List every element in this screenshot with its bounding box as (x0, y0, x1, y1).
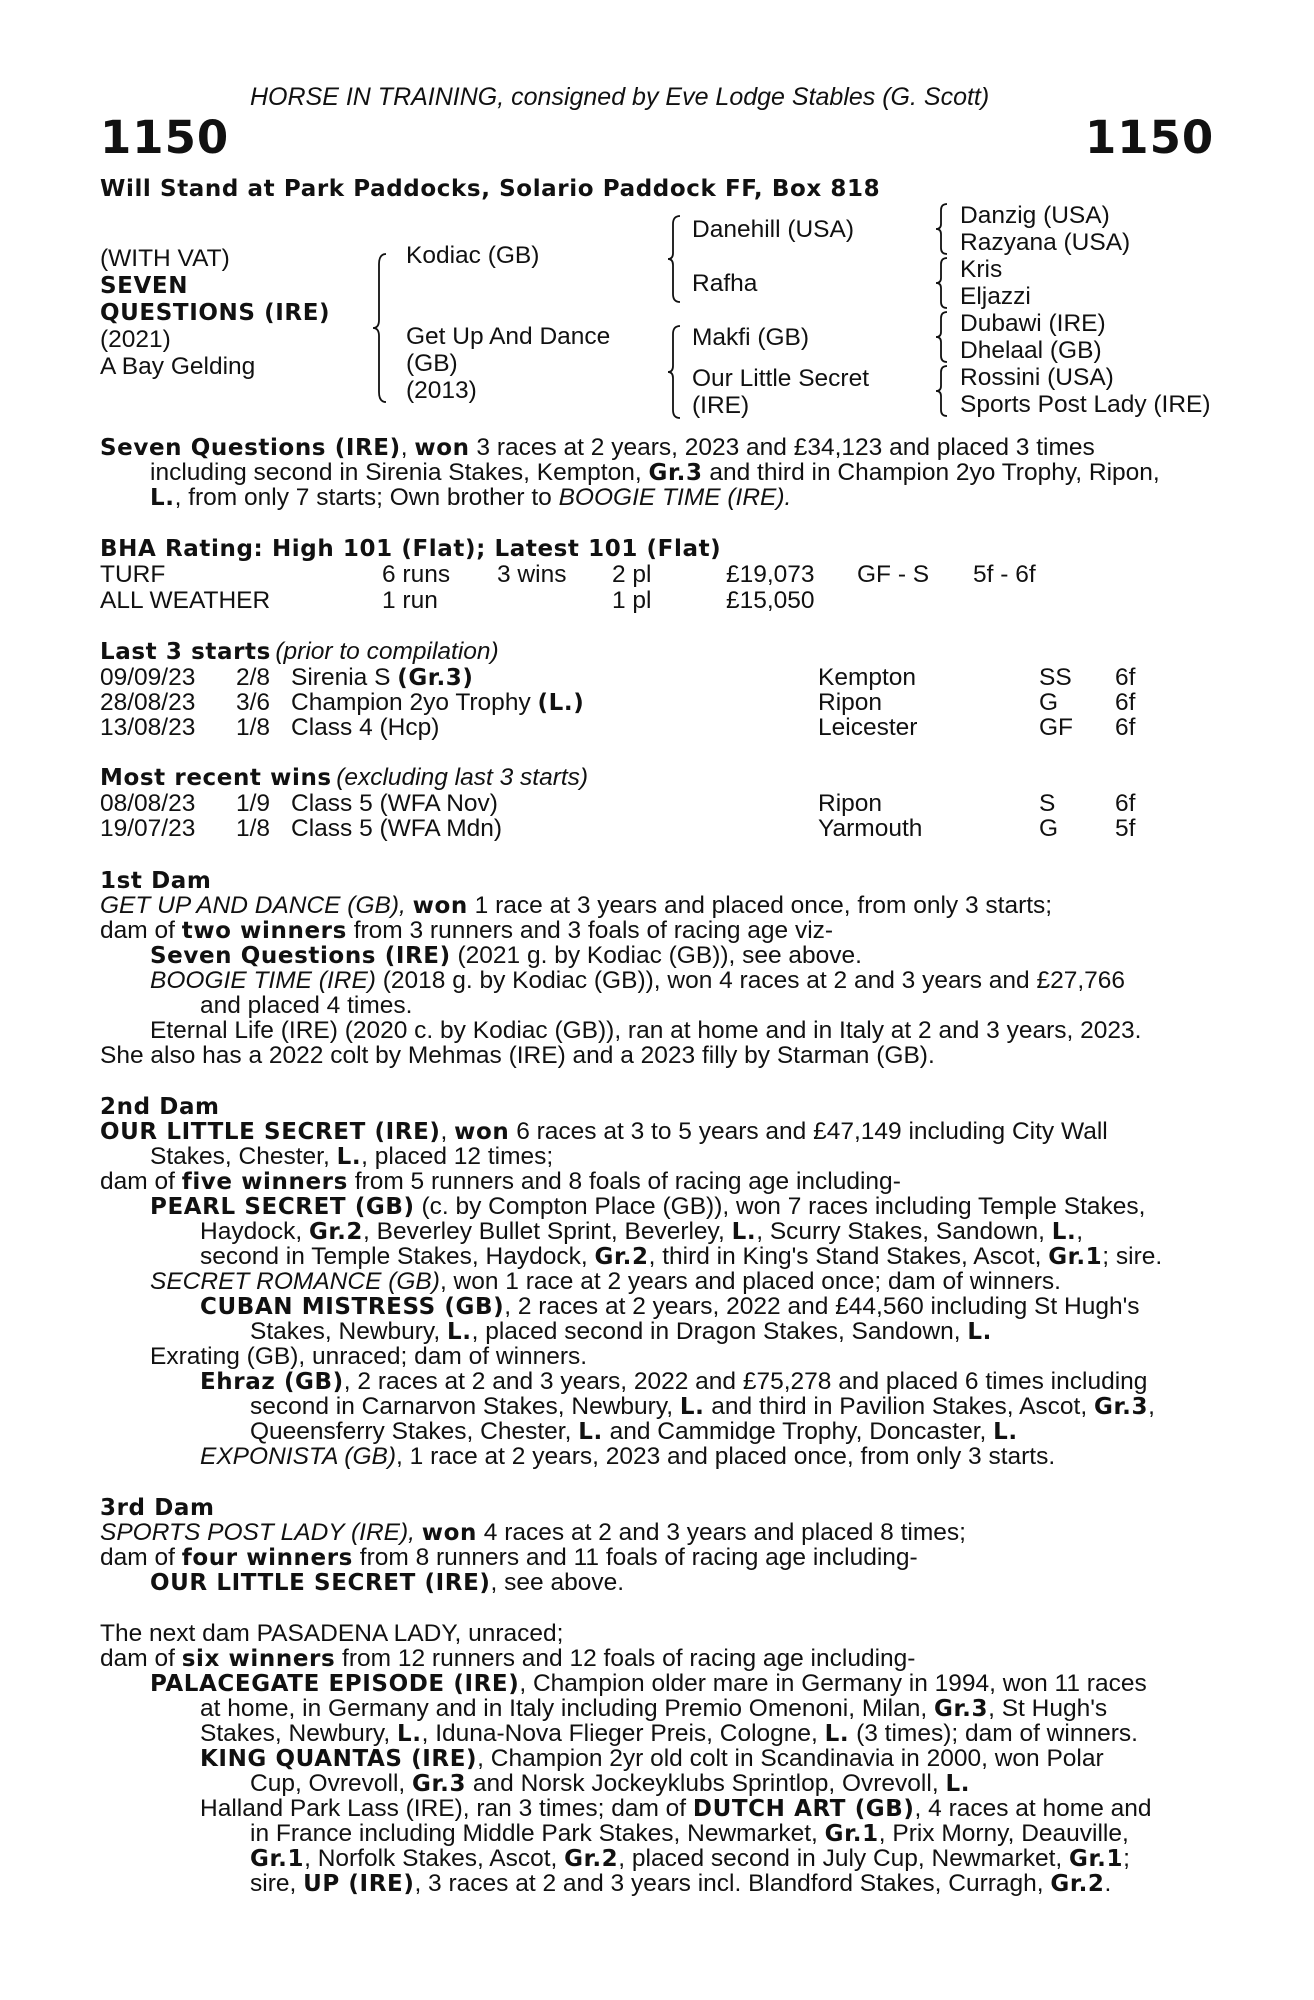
progeny-text: Haydock, (200, 1218, 309, 1245)
progeny-text: , won 1 race at 2 years and placed once; dam of winners. (439, 1268, 1061, 1295)
progeny-text: in France including Middle Park Stakes, Newmarket, (250, 1820, 825, 1847)
summary-line2 (150, 460, 1200, 487)
dam1-winners: two winners (181, 918, 347, 944)
dam4-line9 (250, 1821, 1200, 1848)
progeny-text: , 1 race at 2 years, 2023 and placed once, from only 3 starts. (396, 1443, 1056, 1470)
start-course: Ripon (818, 689, 883, 716)
progeny-text: , see above. (490, 1569, 625, 1596)
rating-going: GF - S (857, 561, 930, 588)
progeny-text: , 4 races at home and (914, 1795, 1152, 1822)
start-date: 28/08/23 (100, 689, 196, 716)
progeny-text: , 3 races at 2 and 3 years incl. Blandford Stakes, Curragh, (414, 1870, 1051, 1897)
dam2-text: dam of (100, 1168, 182, 1195)
dam3-won: won (421, 1520, 477, 1546)
summary-listed: L. (150, 485, 175, 511)
summary-line1: Seven Questions (IRE), won 3 races at 2 years, 2023 and £34,123 and placed 3 times (100, 434, 1095, 461)
progeny-text: , Champion 2yr old colt in Scandinavia in 2000, won Polar (477, 1745, 1104, 1772)
start-race-name: Champion 2yo Trophy (291, 689, 538, 716)
win-date: 19/07/23 (100, 815, 196, 842)
win-going: G (1039, 815, 1059, 842)
summary-line3 (150, 485, 791, 512)
win-position: 1/8 (236, 815, 271, 842)
dam2-line6 (200, 1244, 1162, 1271)
progeny-name: OUR LITTLE SECRET (IRE) (150, 1570, 491, 1596)
pedigree-brace-main (370, 252, 390, 404)
dam4-line3 (150, 1671, 1200, 1698)
progeny-text: (c. by Compton Place (GB)), won 7 races including Temple Stakes, (414, 1193, 1146, 1220)
rating-runs: 6 runs (382, 561, 451, 588)
dam3-line3 (150, 1570, 624, 1597)
vat-note: (WITH VAT) (100, 245, 230, 272)
dam4-line2 (100, 1646, 915, 1673)
race-grade: L. (396, 1721, 422, 1747)
dam2-text: , (440, 1118, 455, 1145)
win-course: Ripon (818, 790, 883, 817)
race-grade: Gr.2 (594, 1244, 649, 1270)
progeny-name: Seven Questions (IRE) (150, 943, 451, 969)
dam2-line7 (150, 1269, 1061, 1295)
pedigree-brace-sire (665, 214, 683, 304)
start-race (291, 690, 584, 717)
race-grade: Gr.1 (1069, 1846, 1124, 1872)
progeny-name: CUBAN MISTRESS (GB) (200, 1294, 505, 1320)
dam3-text: 4 races at 2 and 3 years and placed 8 times; (477, 1519, 966, 1546)
lot-number-right: 1150 (1085, 111, 1215, 164)
dam3-winners: four winners (181, 1545, 353, 1571)
start-race: Class 4 (Hcp) (291, 714, 440, 741)
pedigree-dam-line1: Get Up And Dance (406, 323, 611, 350)
pedigree-g5: Dubawi (IRE) (960, 310, 1106, 337)
progeny-text: ; (1123, 1845, 1130, 1872)
summary-text3: , from only 7 starts; Own brother to (174, 484, 559, 511)
win-course: Yarmouth (818, 815, 923, 842)
race-grade: L. (578, 1419, 603, 1445)
start-position: 2/8 (236, 664, 271, 691)
summary-text2a: including second in Sirenia Stakes, Kempton, (150, 459, 649, 486)
win-distance: 6f (1115, 790, 1136, 817)
progeny-text: and Norsk Jockeyklubs Sprintlop, Ovrevoll, (466, 1770, 946, 1797)
start-race-grade: (L.) (537, 690, 585, 716)
progeny-text: (2018 g. by Kodiac (GB)), won 4 races at 2 and 3 years and £27,766 (375, 967, 1126, 994)
dam2-winners: five winners (181, 1169, 348, 1195)
start-going: SS (1039, 664, 1072, 691)
dam4-text: dam of (100, 1645, 182, 1672)
pedigree-brace-dam (665, 324, 683, 420)
summary-won: won (414, 435, 470, 461)
last3-heading-line (100, 639, 499, 665)
progeny-text: Queensferry Stakes, Chester, (250, 1418, 579, 1445)
dam4-line7 (250, 1771, 970, 1798)
progeny-text: , Prix Morny, Deauville, (878, 1820, 1129, 1847)
race-grade: Gr.1 (1048, 1244, 1103, 1270)
dam4-line8 (200, 1796, 1200, 1823)
rating-distance: 5f - 6f (973, 561, 1036, 588)
pedigree-brace-g4 (934, 364, 950, 418)
start-going: G (1039, 689, 1059, 716)
dam2-won: won (454, 1119, 510, 1145)
progeny-text: sire, (250, 1870, 304, 1897)
dam1-line5: and placed 4 times. (200, 992, 413, 1019)
dam1-line6: Eternal Life (IRE) (2020 c. by Kodiac (GB)), ran at home and in Italy at 2 and 3 years, 2023. (150, 1017, 1142, 1044)
win-distance: 5f (1115, 815, 1136, 842)
progeny-text: Stakes, Newbury, (200, 1720, 397, 1747)
pedigree-g1: Danzig (USA) (960, 202, 1110, 229)
race-grade: L. (967, 1319, 992, 1345)
progeny-text: and Cammidge Trophy, Doncaster, (602, 1418, 994, 1445)
pedigree-dam-line2: (GB) (406, 350, 458, 377)
dam2-line3 (100, 1169, 901, 1196)
dam4-line6 (200, 1746, 1200, 1773)
dam1-text: dam of (100, 917, 182, 944)
dam4-text: from 12 runners and 12 foals of racing age including- (335, 1645, 916, 1672)
rating-runs: 1 run (382, 587, 438, 614)
progeny-text: ; sire. (1102, 1243, 1163, 1270)
start-race-name: Sirenia S (291, 664, 398, 691)
progeny-name: PALACEGATE EPISODE (IRE) (150, 1671, 520, 1697)
summary-grade: Gr.3 (648, 460, 703, 486)
dam2-line10: Exrating (GB), unraced; dam of winners. (150, 1343, 588, 1370)
stand-location: Will Stand at Park Paddocks, Solario Paddock FF, Box 818 (100, 176, 881, 202)
consignment-line: HORSE IN TRAINING, consigned by Eve Lodge Stables (G. Scott) (250, 83, 990, 111)
start-course: Leicester (818, 714, 918, 741)
progeny-text: , Norfolk Stakes, Ascot, (304, 1845, 565, 1872)
start-distance: 6f (1115, 714, 1136, 741)
race-grade: Gr.3 (1093, 1394, 1149, 1420)
pedigree-brace-g1 (934, 202, 950, 256)
start-date: 13/08/23 (100, 714, 196, 741)
pedigree-sire: Kodiac (GB) (406, 242, 540, 269)
progeny-text: (2021 g. by Kodiac (GB)), see above. (450, 942, 862, 969)
horse-description: A Bay Gelding (100, 353, 256, 380)
rating-prize: £15,050 (726, 587, 815, 614)
dam2-heading: 2nd Dam (100, 1094, 220, 1120)
pedigree-g3: Kris (960, 256, 1003, 283)
race-grade: Gr.2 (1050, 1871, 1105, 1897)
progeny-text: second in Carnarvon Stakes, Newbury, (250, 1393, 680, 1420)
dam1-heading: 1st Dam (100, 868, 212, 894)
horse-name-line1: SEVEN (100, 273, 189, 299)
progeny-text: , Scurry Stakes, Sandown, (756, 1218, 1052, 1245)
dam1-line4 (150, 968, 1125, 994)
dam2-line13 (250, 1419, 1018, 1446)
win-date: 08/08/23 (100, 790, 196, 817)
dam4-line10 (250, 1846, 1200, 1873)
last3-note: (prior to compilation) (275, 638, 499, 665)
pedigree-dam-sire: Makfi (GB) (692, 324, 810, 351)
progeny-text: , (1148, 1393, 1155, 1420)
dam1-text: from 3 runners and 3 foals of racing age viz- (346, 917, 834, 944)
progeny-text: , St Hugh's (988, 1695, 1108, 1722)
rating-wins: 3 wins (497, 561, 567, 588)
win-going: S (1039, 790, 1056, 817)
start-race (291, 665, 474, 692)
race-grade: L. (945, 1771, 971, 1797)
pedigree-brace-g2 (934, 256, 950, 310)
dam1-won: won (412, 893, 468, 919)
summary-text2b: and third in Champion 2yo Trophy, Ripon, (702, 459, 1160, 486)
progeny-text: Cup, Ovrevoll, (250, 1770, 413, 1797)
progeny-text: second in Temple Stakes, Haydock, (200, 1243, 595, 1270)
pedigree-g8: Sports Post Lady (IRE) (960, 391, 1211, 418)
pedigree-g2: Razyana (USA) (960, 229, 1131, 256)
pedigree-dam-line3: (2013) (406, 377, 477, 404)
win-position: 1/9 (236, 790, 271, 817)
pedigree-g7: Rossini (USA) (960, 364, 1114, 391)
progeny-name: BOOGIE TIME (IRE) (150, 967, 376, 994)
dam2-line2 (150, 1144, 553, 1171)
recent-heading-line (100, 765, 588, 791)
dam2-line12 (250, 1394, 1200, 1421)
lot-number-left: 1150 (100, 111, 230, 164)
summary-text1: 3 races at 2 years, 2023 and £34,123 and placed 3 times (469, 434, 1095, 461)
dam1-line1 (100, 893, 1052, 920)
dam1-line2 (100, 918, 833, 945)
pedigree-sire-dam: Rafha (692, 270, 758, 297)
progeny-text: , (1076, 1218, 1084, 1245)
dam2-line1 (100, 1119, 1200, 1146)
start-course: Kempton (818, 664, 917, 691)
dam4-line4 (200, 1696, 1200, 1723)
progeny-text: . (1104, 1870, 1112, 1897)
race-grade: Gr.1 (250, 1846, 305, 1872)
start-distance: 6f (1115, 664, 1136, 691)
dam3-name: SPORTS POST LADY (IRE), (100, 1519, 422, 1546)
progeny-text: at home, in Germany and in Italy including Premio Omenoni, Milan, (200, 1695, 934, 1722)
dam1-record: 1 race at 3 years and placed once, from only 3 starts; (467, 892, 1053, 919)
start-race-grade: (Gr.3) (397, 665, 474, 691)
dam2-line11 (200, 1369, 1200, 1396)
race-grade: Gr.2 (308, 1219, 364, 1245)
pedigree-sire-sire: Danehill (USA) (692, 216, 855, 243)
progeny-text: (3 times); dam of winners. (849, 1720, 1138, 1747)
race-grade: L. (1051, 1219, 1077, 1245)
dam2-text: 6 races at 3 to 5 years and £47,149 including City Wall (509, 1118, 1108, 1145)
race-grade: L. (446, 1319, 472, 1345)
win-race: Class 5 (WFA Nov) (291, 790, 498, 817)
dam2-listed: L. (336, 1144, 362, 1170)
dam1-line3 (150, 943, 862, 970)
race-grade: L. (679, 1394, 705, 1420)
pedigree-g4: Eljazzi (960, 283, 1031, 310)
pedigree-g6: Dhelaal (GB) (960, 337, 1102, 364)
start-position: 3/6 (236, 689, 271, 716)
progeny-text: , Beverley Bullet Sprint, Beverley, (363, 1218, 732, 1245)
dam1-line7: She also has a 2022 colt by Mehmas (IRE) and a 2023 filly by Starman (GB). (100, 1042, 935, 1069)
progeny-name: KING QUANTAS (IRE) (200, 1746, 478, 1772)
progeny-text: Stakes, Newbury, (250, 1318, 447, 1345)
dam3-line2 (100, 1545, 918, 1572)
dam2-line14 (200, 1444, 1055, 1470)
dam4-winners: six winners (181, 1646, 336, 1672)
race-grade: L. (824, 1721, 850, 1747)
pedigree-dam-dam-line1: Our Little Secret (692, 365, 870, 392)
progeny-name: SECRET ROMANCE (GB) (150, 1268, 440, 1295)
rating-surface: TURF (100, 561, 166, 588)
progeny-text: , Iduna-Nova Flieger Preis, Cologne, (421, 1720, 825, 1747)
dam3-text: dam of (100, 1544, 182, 1571)
dam2-line5 (200, 1219, 1200, 1246)
start-date: 09/09/23 (100, 664, 196, 691)
progeny-name: PEARL SECRET (GB) (150, 1194, 415, 1220)
recent-note: (excluding last 3 starts) (336, 764, 589, 791)
dam2-line4 (150, 1194, 1200, 1221)
dam2-line9 (250, 1319, 992, 1346)
start-going: GF (1039, 714, 1074, 741)
dam1-name: GET UP AND DANCE (GB), (100, 892, 413, 919)
start-distance: 6f (1115, 689, 1136, 716)
progeny-name: UP (IRE) (303, 1871, 415, 1897)
dam2-name: OUR LITTLE SECRET (IRE) (100, 1119, 441, 1145)
recent-heading: Most recent wins (100, 765, 332, 791)
race-grade: Gr.2 (564, 1846, 619, 1872)
progeny-text: , 2 races at 2 and 3 years, 2022 and £75,278 and placed 6 times including (343, 1368, 1148, 1395)
progeny-text: , placed second in July Cup, Newmarket, (618, 1845, 1070, 1872)
win-race: Class 5 (WFA Mdn) (291, 815, 503, 842)
rating-surface: ALL WEATHER (100, 587, 271, 614)
progeny-text: , 2 races at 2 years, 2022 and £44,560 including St Hugh's (504, 1293, 1140, 1320)
last3-heading: Last 3 starts (100, 639, 271, 665)
progeny-name: DUTCH ART (GB) (692, 1796, 915, 1822)
dam4-line5 (200, 1721, 1138, 1748)
horse-name-line2: QUESTIONS (IRE) (100, 300, 331, 326)
dam4-line1: The next dam PASADENA LADY, unraced; (100, 1620, 564, 1647)
pedigree-brace-g3 (934, 310, 950, 364)
rating-prize: £19,073 (726, 561, 815, 588)
progeny-name: EXPONISTA (GB) (200, 1443, 397, 1470)
horse-year: (2021) (100, 326, 171, 353)
race-grade: Gr.3 (412, 1771, 467, 1797)
dam4-line11 (250, 1871, 1111, 1898)
rating-placed: 1 pl (612, 587, 652, 614)
race-grade: L. (731, 1219, 757, 1245)
start-position: 1/8 (236, 714, 271, 741)
rating-heading: BHA Rating: High 101 (Flat); Latest 101 (Flat) (100, 536, 722, 562)
race-grade: L. (993, 1419, 1018, 1445)
dam2-line8 (200, 1294, 1200, 1321)
pedigree-dam-dam-line2: (IRE) (692, 392, 750, 419)
race-grade: Gr.3 (933, 1696, 989, 1722)
progeny-text: Halland Park Lass (IRE), ran 3 times; dam of (200, 1795, 693, 1822)
progeny-text: , Champion older mare in Germany in 1994, won 11 races (519, 1670, 1147, 1697)
dam3-text: from 8 runners and 11 foals of racing age including- (352, 1544, 918, 1571)
dam3-line1 (100, 1520, 966, 1547)
dam2-text: from 5 runners and 8 foals of racing age including- (347, 1168, 901, 1195)
progeny-text: , placed second in Dragon Stakes, Sandown, (471, 1318, 968, 1345)
progeny-name: Ehraz (GB) (200, 1369, 344, 1395)
progeny-text: , third in King's Stand Stakes, Ascot, (648, 1243, 1049, 1270)
summary-horse-name: Seven Questions (IRE) (100, 435, 401, 461)
dam3-heading: 3rd Dam (100, 1495, 215, 1521)
dam2-text: Stakes, Chester, (150, 1143, 337, 1170)
summary-brother: BOOGIE TIME (IRE). (558, 484, 792, 511)
dam2-text: , placed 12 times; (361, 1143, 554, 1170)
progeny-text: and third in Pavilion Stakes, Ascot, (704, 1393, 1094, 1420)
rating-placed: 2 pl (612, 561, 652, 588)
race-grade: Gr.1 (824, 1821, 879, 1847)
